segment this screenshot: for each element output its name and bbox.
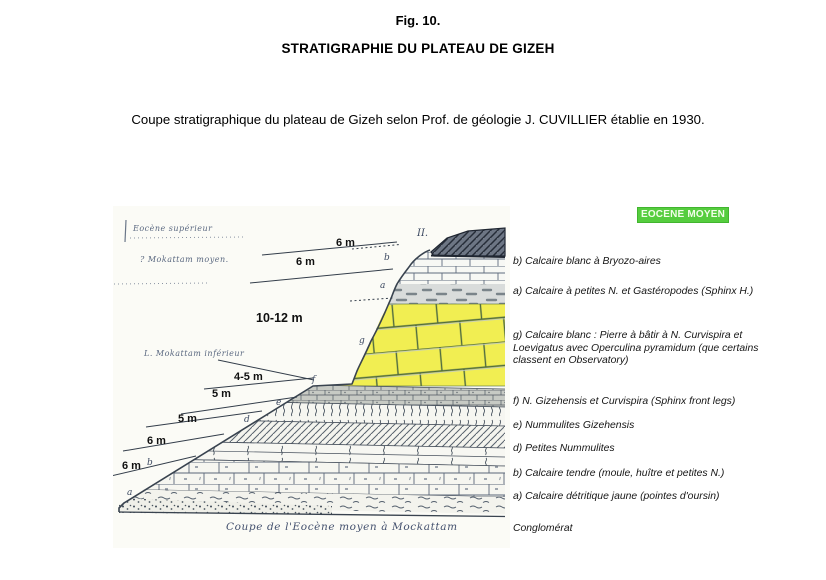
stratum-annotation-f-gizehensis: f) N. Gizehensis et Curvispira (Sphinx front legs) bbox=[513, 396, 736, 407]
stratum-annotation-conglomerat: Conglomérat bbox=[513, 523, 573, 534]
measure-5m-2: 5 m bbox=[178, 413, 197, 425]
page-title: STRATIGRAPHIE DU PLATEAU DE GIZEH bbox=[281, 41, 555, 56]
measure-6m-2: 6 m bbox=[296, 256, 315, 268]
handwritten-photo-caption: Coupe de l'Eocène moyen à Mockattam bbox=[226, 521, 458, 533]
measure-10-12m: 10-12 m bbox=[256, 311, 303, 325]
stratum-annotation-d-petites-nummulites: d) Petites Nummulites bbox=[513, 443, 615, 454]
measure-5m-1: 5 m bbox=[212, 388, 231, 400]
measure-6m-4: 6 m bbox=[122, 460, 141, 472]
figure-caption bbox=[10, 110, 826, 129]
eocene-moyen-badge: EOCENE MOYEN bbox=[637, 207, 729, 223]
letter-f: f bbox=[312, 375, 316, 385]
label-mokattam-inferieur: L. Mokattam inférieur bbox=[144, 349, 245, 358]
label-mokattam-moyen: ? Mokattam moyen. bbox=[140, 255, 229, 264]
letter-a-upper: a bbox=[380, 281, 386, 291]
letter-e: e bbox=[276, 398, 282, 408]
stratum-annotation-g-pierre-a-batir: g) Calcaire blanc : Pierre à bâtir à N. Curvispira et Loevigatus avec Operculina pyramidum (que certains classent en Observatory) bbox=[513, 330, 759, 367]
measure-6m-1: 6 m bbox=[336, 237, 355, 249]
measure-4-5m: 4-5 m bbox=[234, 371, 263, 383]
stratum-annotation-e-nummulites: e) Nummulites Gizehensis bbox=[513, 420, 635, 431]
label-eocene-superieur: Eocène supérieur bbox=[133, 224, 213, 233]
stratum-annotation-b-bryozo: b) Calcaire blanc à Bryozo-aires bbox=[513, 256, 661, 267]
figure-caption-text: Coupe stratigraphique du plateau de Gizeh selon Prof. de géologie J. CUVILLIER établie en 1930. bbox=[131, 112, 705, 127]
letter-d: d bbox=[244, 415, 250, 425]
letter-b-upper: b bbox=[384, 253, 390, 263]
measure-6m-3: 6 m bbox=[147, 435, 166, 447]
letter-g: g bbox=[359, 336, 365, 346]
stratum-annotation-b-calcaire-tendre: b) Calcaire tendre (moule, huître et petites N.) bbox=[513, 468, 725, 479]
letter-II: II. bbox=[417, 228, 429, 239]
letter-b-lower: b bbox=[147, 458, 153, 468]
stratum-annotation-a-gasteropodes: a) Calcaire à petites N. et Gastéropodes (Sphinx H.) bbox=[513, 286, 754, 297]
stratigraphic-cross-section bbox=[113, 205, 510, 550]
figure-number: Fig. 10. bbox=[395, 13, 441, 28]
letter-a-lower: a bbox=[127, 488, 133, 498]
stratum-annotation-a-detritique: a) Calcaire détritique jaune (pointes d'oursin) bbox=[513, 491, 720, 502]
